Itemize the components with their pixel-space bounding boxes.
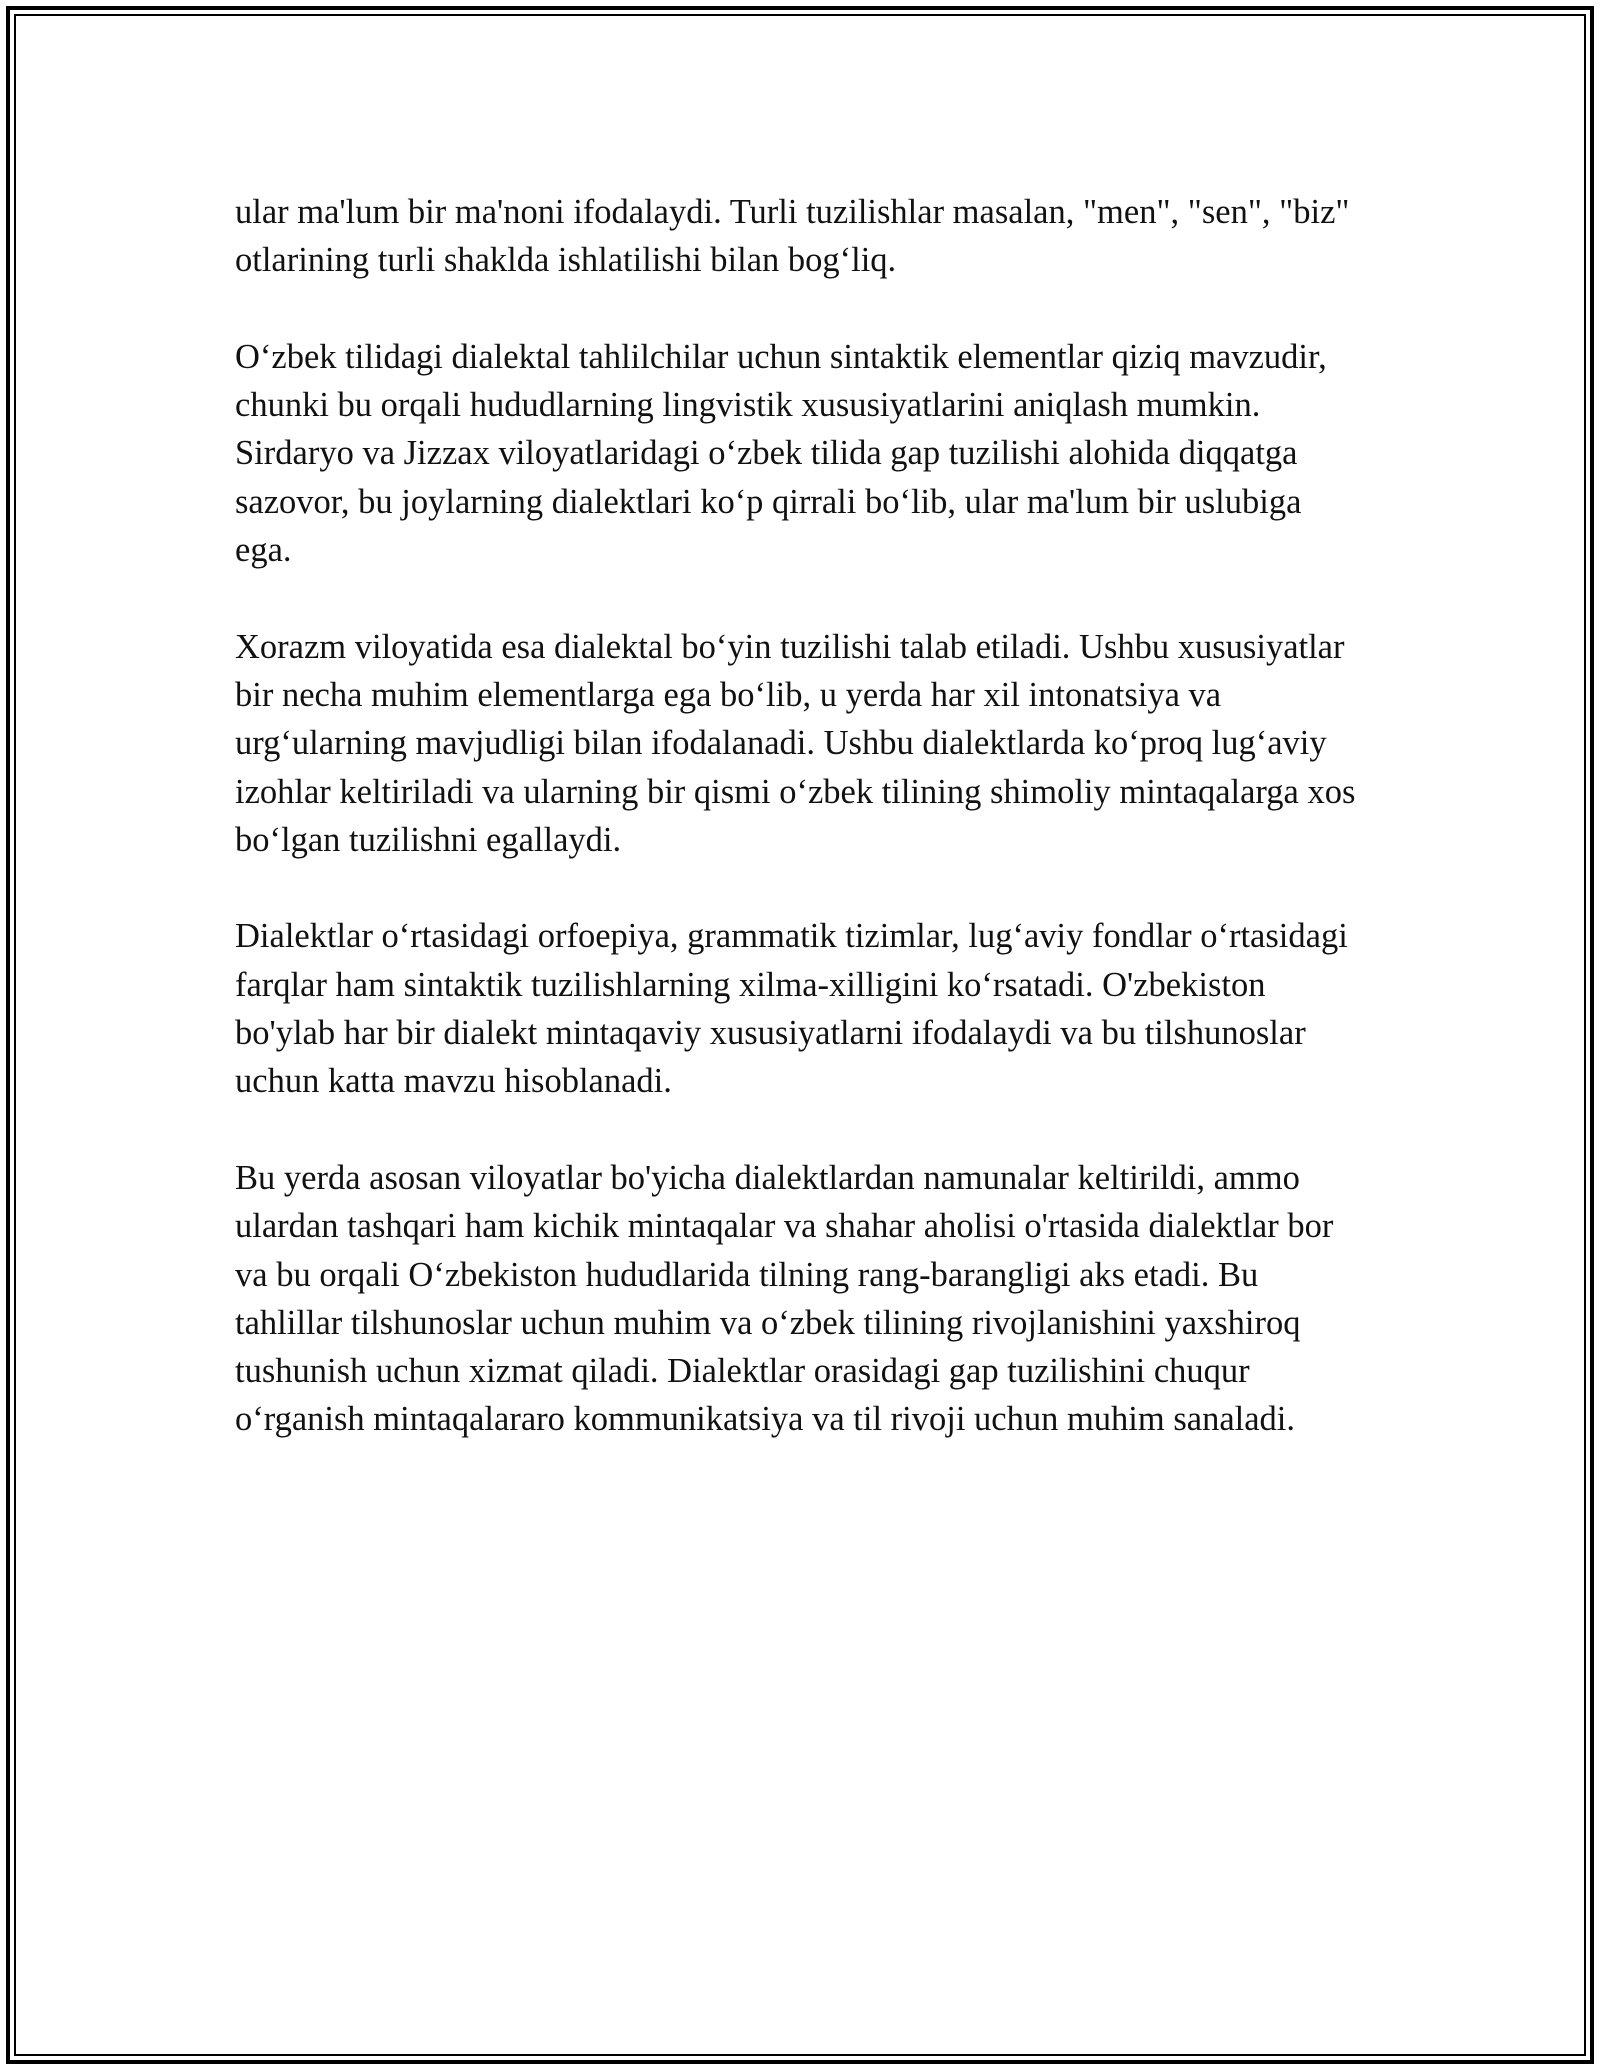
document-body	[235, 188, 1365, 1444]
paragraph-5: Bu yerda asosan viloyatlar bo'yicha dialektlardan namunalar keltirildi, ammo ulardan tashqari ham kichik mintaqalar va shahar aholisi o'rtasida dialektlar bor va bu orqali O‘zbekiston hududlarida tilning rang-barangligi aks etadi. Bu tahlillar tilshunoslar uchun muhim va o‘zbek tilining rivojlanishini yaxshiroq tushunish uchun xizmat qiladi. Dialektlar orasidagi gap tuzilishini chuqur o‘rganish mintaqalararo kommunikatsiya va til rivoji uchun muhim sanaladi.	[235, 1158, 1334, 1439]
paragraph-2: O‘zbek tilidagi dialektal tahlilchilar uchun sintaktik elementlar qiziq mavzudir, chunki bu orqali hududlarning lingvistik xususiyatlarini aniqlash mumkin. Sirdaryo va Jizzax viloyatlaridagi o‘zbek tilida gap tuzilishi alohida diqqatga sazovor, bu joylarning dialektlari ko‘p qirrali bo‘lib, ular ma'lum bir uslubiga ega.	[235, 337, 1327, 570]
paragraph-4: Dialektlar o‘rtasidagi orfoepiya, grammatik tizimlar, lug‘aviy fondlar o‘rtasidagi farqlar ham sintaktik tuzilishlarning xilma-xilligini ko‘rsatadi. O'zbekiston bo'ylab har bir dialekt mintaqaviy xususiyatlarni ifodalaydi va bu tilshunoslar uchun katta mavzu hisoblanadi.	[235, 917, 1348, 1101]
paragraph-1: ular ma'lum bir ma'noni ifodalaydi. Turli tuzilishlar masalan, "men", "sen", "biz" otlarining turli shaklda ishlatilishi bilan bog‘liq.	[235, 193, 1350, 280]
paragraph-3: Xorazm viloyatida esa dialektal bo‘yin tuzilishi talab etiladi. Ushbu xususiyatlar bir necha muhim elementlarga ega bo‘lib, u yerda har xil intonatsiya va urg‘ularning mavjudligi bilan ifodalanadi. Ushbu dialektlarda ko‘proq lug‘aviy izohlar keltiriladi va ularning bir qismi o‘zbek tilining shimoliy mintaqalarga xos bo‘lgan tuzilishni egallaydi.	[235, 627, 1356, 859]
